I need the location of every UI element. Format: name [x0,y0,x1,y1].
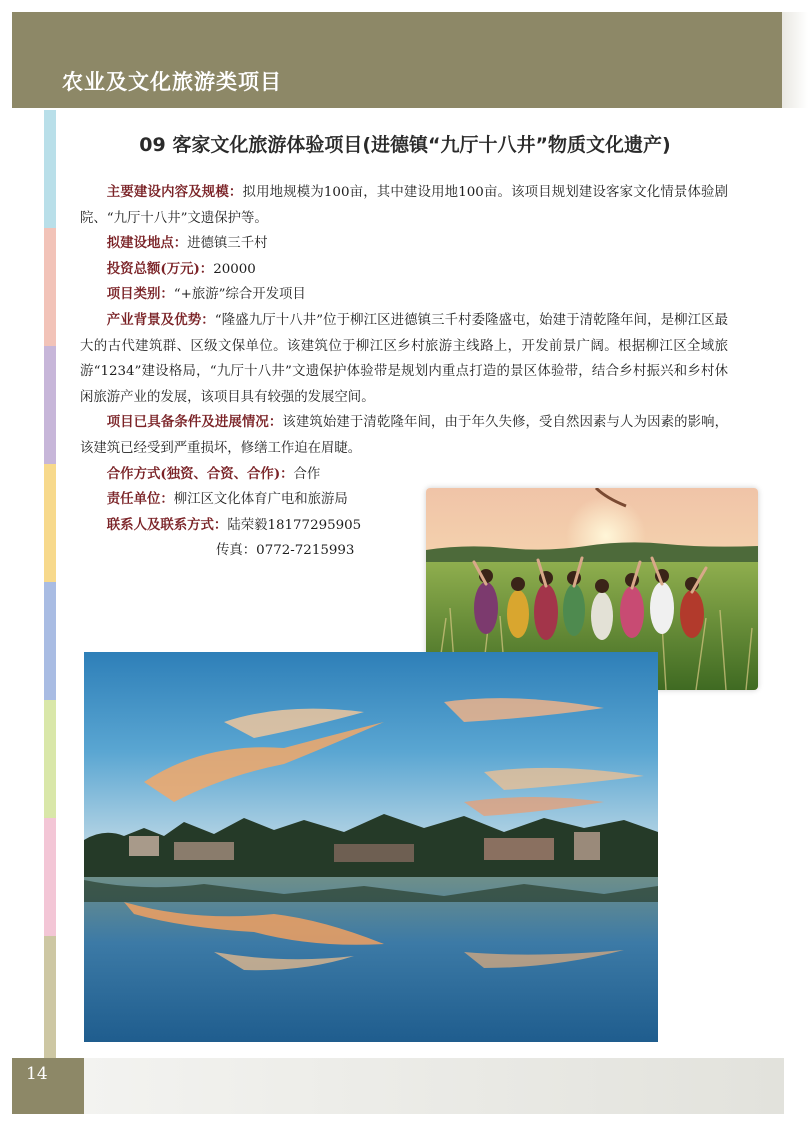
location-paragraph [80,231,728,257]
side-stripe-4 [44,464,56,582]
conditions-text: 该建筑始建于清乾隆年间，由于年久失修，受自然因素与人为因素的影响，该建筑已经受到严重损坏，修缮工作迫在眉睫。 [80,415,729,456]
side-stripe-1 [44,110,56,228]
responsible-label: 责任单位： [106,491,174,508]
cooperation-text: 合作 [293,466,321,482]
page-number: 14 [26,1064,48,1084]
village-lake-illustration [84,652,658,1042]
location-text: 进德镇三千村 [187,236,268,252]
background-text: “隆盛九厅十八井”位于柳江区进德镇三千村委隆盛屯，始建于清乾隆年间，是柳江区最大的古代建筑群、区级文保单位。该建筑位于柳江区乡村旅游主线路上，开发前景广阔。根据柳江区全域旅游“1234”建设格局，“九厅十八井”文遗保护体验带是规划内重点打造的景区体验带，结合乡村振兴和乡村休闲旅游产业的发展，该项目具有较强的发展空间。 [80,312,728,405]
contact-text: 陆荣毅18177295905 [227,517,362,533]
page-title: 09 客家文化旅游体验项目(进德镇“九厅十八井”物质文化遗产) [139,134,671,156]
section-title: 农业及文化旅游类项目 [62,70,282,94]
investment-label: 投资总额(万元)： [106,260,214,277]
header-edge [782,12,808,108]
village-lake-photo [84,652,658,1042]
side-stripe-5 [44,582,56,700]
side-stripe-8 [44,936,56,1058]
cooperation-paragraph [80,462,728,488]
conditions-paragraph [80,410,728,461]
fax-text: 传真：0772-7215993 [216,543,355,559]
investment-text: 20000 [213,261,256,277]
footer-bar [84,1058,784,1114]
side-stripe-3 [44,346,56,464]
contact-label: 联系人及联系方式： [106,516,228,533]
cooperation-label: 合作方式(独资、合资、合作)： [106,465,294,482]
investment-paragraph [80,257,728,283]
background-label: 产业背景及优势： [106,311,215,328]
category-text: “+旅游”综合开发项目 [173,287,306,303]
footer-square [12,1058,84,1114]
conditions-label: 项目已具备条件及进展情况： [106,414,283,431]
background-paragraph [80,308,728,410]
side-stripe-6 [44,700,56,818]
category-paragraph [80,282,728,308]
responsible-text: 柳江区文化体育广电和旅游局 [173,492,348,508]
scale-label: 主要建设内容及规模： [106,184,243,200]
scale-paragraph [80,180,728,231]
location-label: 拟建设地点： [106,235,188,252]
category-label: 项目类别： [106,286,174,303]
side-stripe-7 [44,818,56,936]
scale-text: 拟用地规模为100亩，其中建设用地100亩。该项目规划建设客家文化情景体验剧院、“九厅十八井”文遗保护等。 [80,185,729,226]
side-stripe-2 [44,228,56,346]
